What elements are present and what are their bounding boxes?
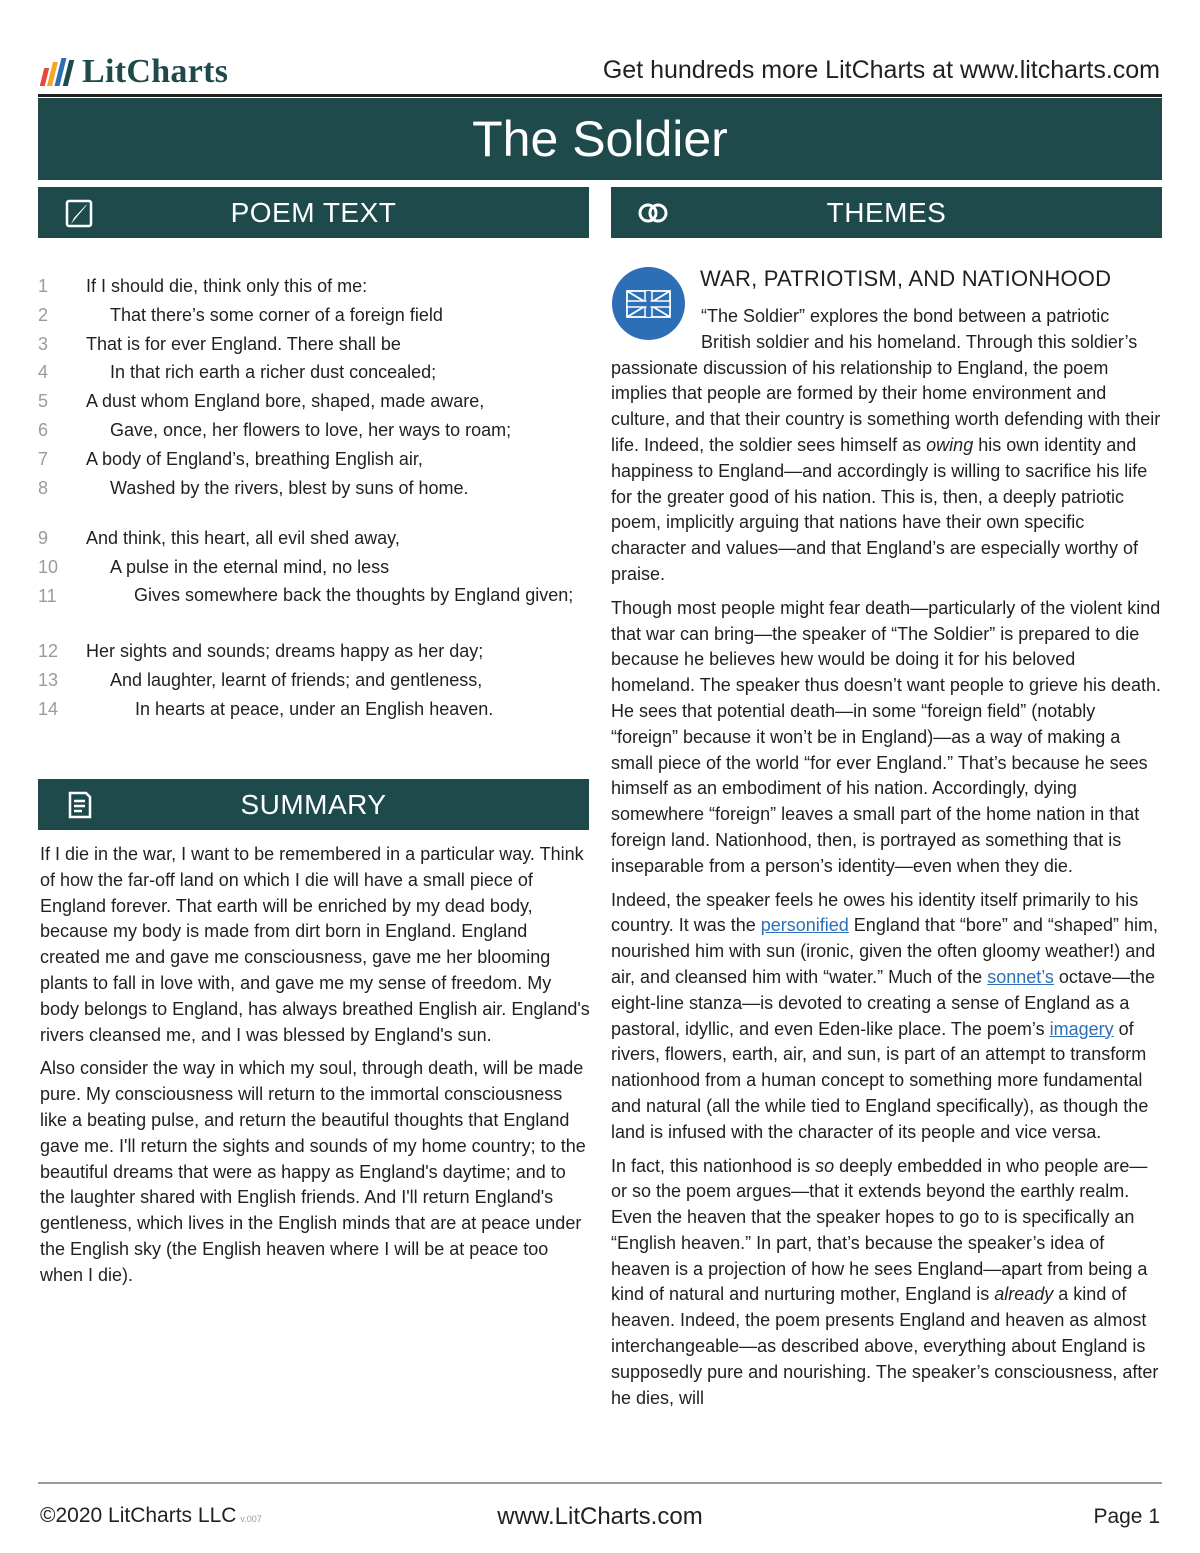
theme-text	[611, 304, 1162, 1419]
theme-paragraph: Indeed, the speaker feels he owes his identity itself primarily to his country. It was the personified England that “bore” and “shaped” him, nourished him with sun (ironic, given the often gloomy weather!) and air, and cleansed him with “water.” Much of the sonnet’s octave—the eight-line stanza—is devoted to creating a sense of England as a pastoral, idyllic, and even Eden-like place. The poem’s imagery of rivers, flowers, earth, air, and sun, is part of an attempt to transform nationhood from a human concept to something more fundamental and natural (all the while tied to England specifically), as though the land is infused with the character of its people and vice versa.	[611, 889, 1158, 1142]
poem-line: 9 And think, this heart, all evil shed away,	[38, 528, 400, 549]
poem-text-label: POEM TEXT	[230, 197, 397, 228]
page-title: The Soldier	[38, 98, 1162, 180]
logo-bars-icon	[42, 58, 74, 86]
poem-line: 5 A dust whom England bore, shaped, made aware,	[38, 391, 485, 412]
poem-line: 13 And laughter, learnt of friends; and gentleness,	[38, 669, 483, 690]
poem-line: 10 A pulse in the eternal mind, no less	[38, 557, 390, 578]
poem-line: 11 Gives somewhere back the thoughts by England given;	[38, 584, 574, 606]
brand-name: LitCharts	[82, 53, 229, 90]
imagery-link[interactable]: imagery	[1049, 1018, 1114, 1039]
copyright: ©2020 LitCharts LLC v.007	[40, 1504, 262, 1527]
poem-text-header	[38, 187, 589, 238]
poem-line: 12 Her sights and sounds; dreams happy as her day;	[38, 640, 484, 661]
poem-line: 2 That there’s some corner of a foreign field	[38, 304, 443, 325]
poem-line: 8 Washed by the rivers, blest by suns of home.	[38, 477, 469, 498]
header-divider	[38, 94, 1162, 97]
page-number: Page 1	[1093, 1505, 1160, 1528]
sonnet-link[interactable]: sonnet’s	[987, 966, 1054, 987]
theme-paragraph: Though most people might fear death—particularly of the violent kind that war can bring—the speaker of “The Soldier” is prepared to die because he believes hew would be doing it for his beloved homeland. The speaker thus doesn’t want people to grieve his death. He sees that potential death—in some “foreign field” (notably “foreign” because it won’t be in England)—as a way of making a small piece of the world “for ever England.” That’s because he sees himself as an embodiment of his nation. Accordingly, dying somewhere “foreign” leaves a small part of the home nation in that foreign land. Nationhood, then, is portrayed as something that is inseparable from a person’s identity—even when they die.	[611, 597, 1162, 876]
footer-divider	[38, 1482, 1162, 1484]
poem-line: 3 That is for ever England. There shall be	[38, 333, 401, 354]
footer-url[interactable]: www.LitCharts.com	[497, 1503, 703, 1530]
litcharts-logo[interactable]	[42, 52, 228, 92]
poem-line: 4 In that rich earth a richer dust concealed;	[38, 362, 437, 383]
header-tagline: Get hundreds more LitCharts at www.litcharts.com	[602, 56, 1160, 84]
poem-line: 6 Gave, once, her flowers to love, her ways to roam;	[38, 419, 512, 440]
version: v.007	[240, 1514, 262, 1524]
summary-paragraph: If I die in the war, I want to be remembered in a particular way. Think of how the far-off land on which I die will have a small piece of England forever. That earth will be enriched by my dead body, because my body is made from dirt born in England. England created me and gave me consciousness, gave me her blooming plants to fall in love with, and gave me my sense of freedom. My body belongs to England, has always breathed English air. England's rivers cleansed me, and I was blessed by England's sun.	[40, 844, 590, 1045]
summary-header	[38, 779, 589, 830]
themes-label: THEMES	[826, 197, 947, 228]
poem-line: 1 If I should die, think only this of me:	[38, 276, 368, 296]
stanza-break	[38, 502, 588, 524]
icon-spacer	[611, 304, 701, 350]
theme-paragraph: “The Soldier” explores the bond between a patriotic British soldier and his homeland. Through this soldier’s passionate discussion of his relationship to England, the poem implies that people are formed by their home environment and culture, and that their country is something worth defending with their life. Indeed, the soldier sees himself as owing his own identity and happiness to England—and accordingly is willing to sacrifice his life for the greater good of his nation. This is, then, a deeply patriotic poem, implicitly arguing that nations have their own specific character and values—and that England’s are especially worthy of praise.	[611, 306, 1161, 584]
summary-text	[40, 842, 590, 1297]
poem-text	[38, 272, 588, 723]
personified-link[interactable]: personified	[760, 915, 849, 936]
summary-label: SUMMARY	[240, 789, 387, 820]
themes-header	[611, 187, 1162, 238]
theme-title: WAR, PATRIOTISM, AND NATIONHOOD	[700, 266, 1112, 291]
poem-line: 14 In hearts at peace, under an English heaven.	[38, 698, 494, 719]
theme-paragraph: In fact, this nationhood is so deeply embedded in who people are—or so the poem argues—that it extends beyond the earthly realm. Even the heaven that the speaker hopes to go to is specifically an “English heaven.” In part, that’s because the speaker’s idea of heaven is a projection of how he sees England—apart from being a kind of natural and nurturing mother, England is already a kind of heaven. Indeed, the poem presents England and heaven as almost interchangeable—as described above, everything about England is supposedly pure and nourishing. The speaker’s consciousness, after he dies, will	[611, 1155, 1159, 1408]
summary-paragraph: Also consider the way in which my soul, through death, will be made pure. My consciousness will return to the immortal consciousness like a beating pulse, and return the beautiful thoughts that England gave me. I'll return the sights and sounds of my home country; to the beautiful dreams that were as happy as England's daytime; and to the laughter shared with English friends. And I'll return England's gentleness, which lives in the English minds that are at peace under the English sky (the English heaven where I will be at peace too when I die).	[40, 1058, 586, 1285]
poem-line: 7 A body of England’s, breathing English air,	[38, 448, 423, 469]
